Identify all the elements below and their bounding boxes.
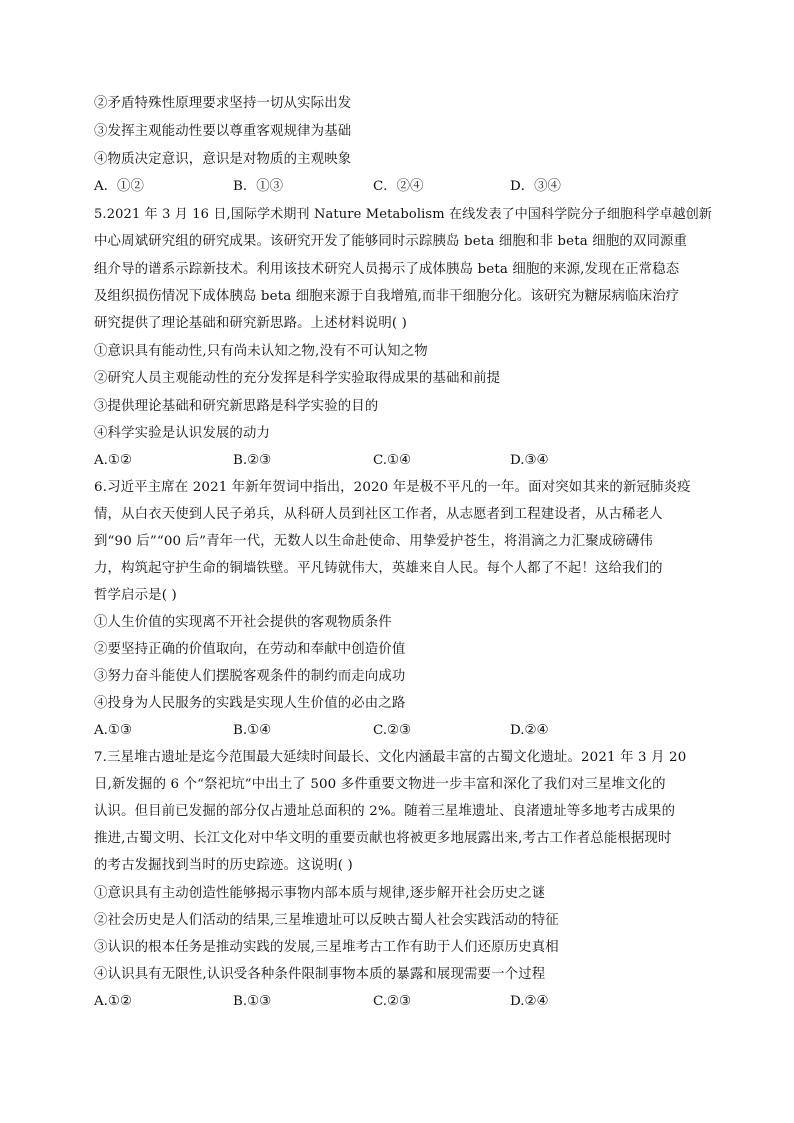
q5-stem-line-5: 研究提供了理论基础和研究新思路。上述材料说明( ) xyxy=(94,316,408,331)
q7-choice-b[interactable]: B.①③ xyxy=(233,994,272,1009)
q5-stem-line-3: 组介导的谱系示踪新技术。利用该技术研究人员揭示了成体胰岛 beta 细胞的来源,发现在正常稳态 xyxy=(94,262,680,277)
q5-statement-3: ③提供理论基础和研究新思路是科学实验的目的 xyxy=(94,399,379,414)
q7-statement-1: ①意识具有主动创造性能够揭示事物内部本质与规律,逐步解开社会历史之谜 xyxy=(94,886,546,901)
q4-choice-d[interactable]: D．③④ xyxy=(510,179,561,194)
q6-stem-line-4: 力，构筑起守护生命的铜墙铁壁。平凡铸就伟大，英雄来自人民。每个人都了不起！这给我们的 xyxy=(94,561,663,576)
q6-statement-1: ①人生价值的实现离不开社会提供的客观物质条件 xyxy=(94,615,392,630)
q7-choice-d[interactable]: D.②④ xyxy=(510,994,549,1009)
q4-choice-c[interactable]: C．②④ xyxy=(373,179,424,194)
q4-choice-b[interactable]: B．①③ xyxy=(233,179,284,194)
q6-choices xyxy=(94,722,714,740)
q7-choice-c[interactable]: C.②③ xyxy=(373,994,412,1009)
q5-choice-c[interactable]: C.①④ xyxy=(373,453,412,468)
q7-statement-2: ②社会历史是人们活动的结果,三星堆遗址可以反映古蜀人社会实践活动的特征 xyxy=(94,913,559,928)
q5-stem-line-1: 5.2021 年 3 月 16 日,国际学术期刊 Nature Metabolism 在线发表了中国科学院分子细胞科学卓越创新 xyxy=(94,207,713,222)
q5-choice-a[interactable]: A.①② xyxy=(94,453,132,468)
q7-statement-4: ④认识具有无限性,认识受各种条件限制事物本质的暴露和展现需要一个过程 xyxy=(94,967,546,982)
q4-choices xyxy=(94,178,714,196)
q6-choice-a[interactable]: A.①③ xyxy=(94,723,132,738)
q4-statement-2: ②矛盾特殊性原理要求坚持一切从实际出发 xyxy=(94,96,352,111)
q5-choice-b[interactable]: B.②③ xyxy=(233,453,272,468)
q5-choice-d[interactable]: D.③④ xyxy=(510,453,549,468)
q7-stem-line-1: 7.三星堆古遗址是迄今范围最大延续时间最长、文化内涵最丰富的古蜀文化遗址。2021 年 3 月 20 xyxy=(94,750,687,765)
q6-statement-2: ②要坚持正确的价值取向，在劳动和奉献中创造价值 xyxy=(94,642,406,657)
q4-choice-a[interactable]: A．①② xyxy=(94,179,144,194)
q7-choice-a[interactable]: A.①② xyxy=(94,994,132,1009)
q7-stem-line-3: 认识。但目前已发掘的部分仅占遗址总面积的 2%。随着三星堆遗址、良渚遗址等多地考古成果的 xyxy=(94,804,676,819)
q6-stem-line-3: 到“90 后”“00 后”青年一代，无数人以生命赴使命、用挚爱护苍生，将涓滴之力汇聚成磅礴伟 xyxy=(94,534,653,549)
q7-stem-line-2: 日,新发掘的 6 个“祭祀坑”中出土了 500 多件重要文物进一步丰富和深化了我们对三星堆文化的 xyxy=(94,777,666,792)
q5-statement-1: ①意识具有能动性,只有尚未认知之物,没有不可认知之物 xyxy=(94,344,428,359)
q6-choice-d[interactable]: D.②④ xyxy=(510,723,549,738)
q4-statement-3: ③发挥主观能动性要以尊重客观规律为基础 xyxy=(94,124,352,139)
q7-stem-line-4: 推进,古蜀文明、长江文化对中华文明的重要贡献也将被更多地展露出来,考古工作者总能根据现时 xyxy=(94,831,672,846)
q7-choices xyxy=(94,993,714,1011)
q5-stem-line-4: 及组织损伤情况下成体胰岛 beta 细胞来源于自我增殖,而非干细胞分化。该研究为糖尿病临床治疗 xyxy=(94,289,680,304)
q6-statement-3: ③努力奋斗能使人们摆脱客观条件的制约而走向成功 xyxy=(94,669,406,684)
q5-statement-4: ④科学实验是认识发展的动力 xyxy=(94,426,271,441)
q6-stem-line-1: 6.习近平主席在 2021 年新年贺词中指出，2020 年是极不平凡的一年。面对突如其来的新冠肺炎疫 xyxy=(94,480,691,495)
q7-statement-3: ③认识的根本任务是推动实践的发展,三星堆考古工作有助于人们还原历史真相 xyxy=(94,940,559,955)
q6-choice-b[interactable]: B.①④ xyxy=(233,723,272,738)
q4-statement-4: ④物质决定意识，意识是对物质的主观映象 xyxy=(94,152,352,167)
q7-stem-line-5: 的考古发掘找到当时的历史踪迹。这说明( ) xyxy=(94,858,353,873)
q6-statement-4: ④投身为人民服务的实践是实现人生价值的必由之路 xyxy=(94,696,406,711)
q5-stem-line-2: 中心周斌研究组的研究成果。该研究开发了能够同时示踪胰岛 beta 细胞和非 beta 细胞的双同源重 xyxy=(94,234,688,249)
q5-statement-2: ②研究人员主观能动性的充分发挥是科学实验取得成果的基础和前提 xyxy=(94,371,501,386)
q6-choice-c[interactable]: C.②③ xyxy=(373,723,412,738)
q5-choices xyxy=(94,452,714,470)
q6-stem-line-5: 哲学启示是( ) xyxy=(94,588,177,603)
q6-stem-line-2: 情，从白衣天使到人民子弟兵，从科研人员到社区工作者，从志愿者到工程建设者，从古稀老人 xyxy=(94,507,663,522)
